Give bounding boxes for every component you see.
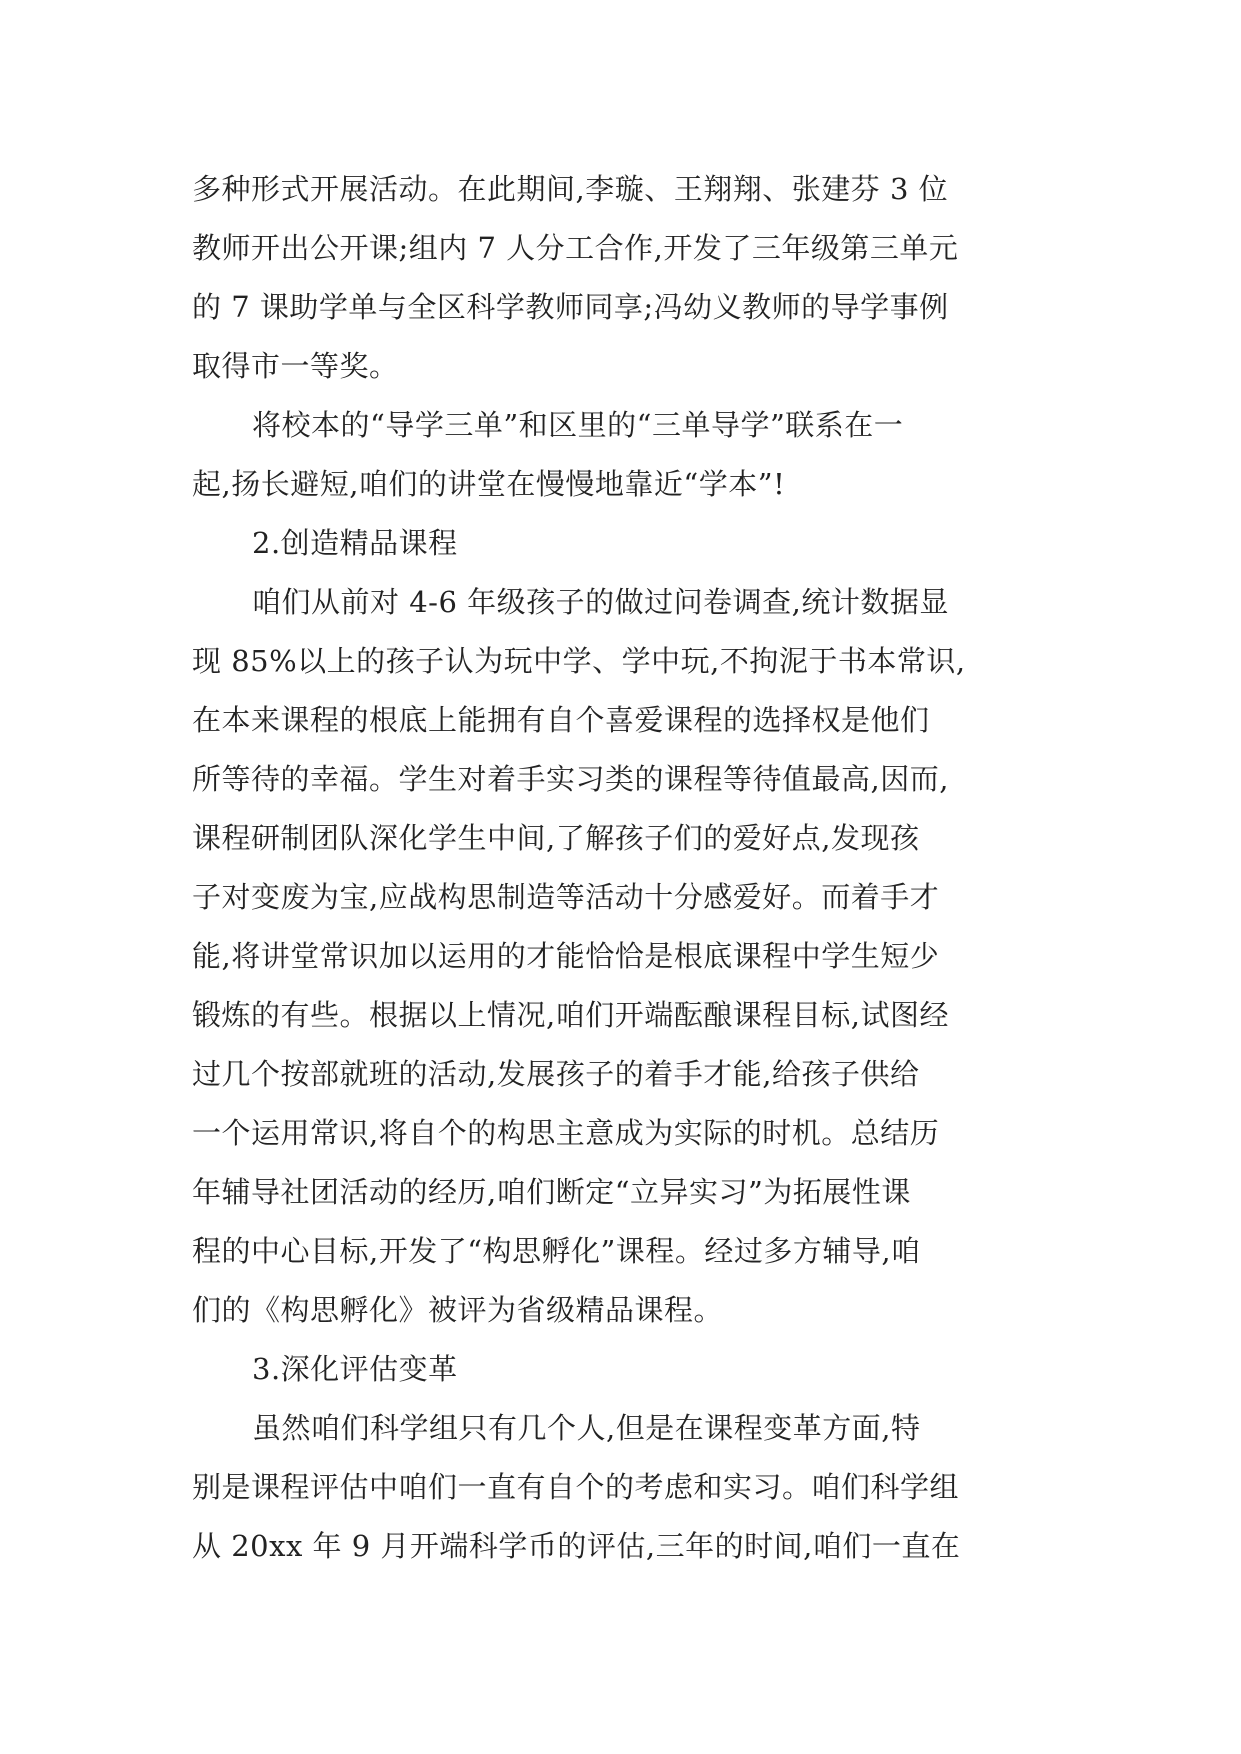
text-line: 所等待的幸福。学生对着手实习类的课程等待值最高,因而, — [192, 762, 949, 796]
text-line: 的 7 课助学单与全区科学教师同享;冯幼义教师的导学事例 — [192, 290, 949, 324]
text-line: 取得市一等奖。 — [192, 349, 399, 383]
section-heading: 3.深化评估变革 — [252, 1352, 458, 1386]
text-line: 们的《构思孵化》被评为省级精品课程。 — [192, 1293, 724, 1327]
text-line: 教师开出公开课;组内 7 人分工合作,开发了三年级第三单元 — [192, 231, 959, 265]
text-line: 一个运用常识,将自个的构思主意成为实际的时机。总结历 — [192, 1116, 940, 1150]
text-line: 在本来课程的根底上能拥有自个喜爱课程的选择权是他们 — [192, 703, 930, 737]
text-line: 能,将讲堂常识加以运用的才能恰恰是根底课程中学生短少 — [192, 939, 940, 973]
text-line: 现 85%以上的孩子认为玩中学、学中玩,不拘泥于书本常识, — [192, 644, 966, 678]
text-line: 锻炼的有些。根据以上情况,咱们开端酝酿课程目标,试图经 — [192, 998, 949, 1032]
text-line: 过几个按部就班的活动,发展孩子的着手才能,给孩子供给 — [192, 1057, 920, 1091]
paragraph-first-line: 咱们从前对 4-6 年级孩子的做过问卷调查,统计数据显 — [252, 585, 949, 619]
text-line: 年辅导社团活动的经历,咱们断定“立异实习”为拓展性课 — [192, 1175, 911, 1209]
text-line: 子对变废为宝,应战构思制造等活动十分感爱好。而着手才 — [192, 880, 940, 914]
text-line: 从 20xx 年 9 月开端科学币的评估,三年的时间,咱们一直在 — [192, 1529, 961, 1563]
text-line: 多种形式开展活动。在此期间,李璇、王翔翔、张建芬 3 位 — [192, 172, 949, 206]
text-line: 课程研制团队深化学生中间,了解孩子们的爱好点,发现孩 — [192, 821, 920, 855]
paragraph-first-line: 将校本的“导学三单”和区里的“三单导学”联系在一 — [252, 408, 904, 442]
text-line: 起,扬长避短,咱们的讲堂在慢慢地靠近“学本”! — [192, 467, 786, 501]
section-heading: 2.创造精品课程 — [252, 526, 458, 560]
text-line: 程的中心目标,开发了“构思孵化”课程。经过多方辅导,咱 — [192, 1234, 921, 1268]
text-line: 别是课程评估中咱们一直有自个的考虑和实习。咱们科学组 — [192, 1470, 960, 1504]
paragraph-first-line: 虽然咱们科学组只有几个人,但是在课程变革方面,特 — [252, 1411, 921, 1445]
document-body — [192, 160, 1052, 1576]
